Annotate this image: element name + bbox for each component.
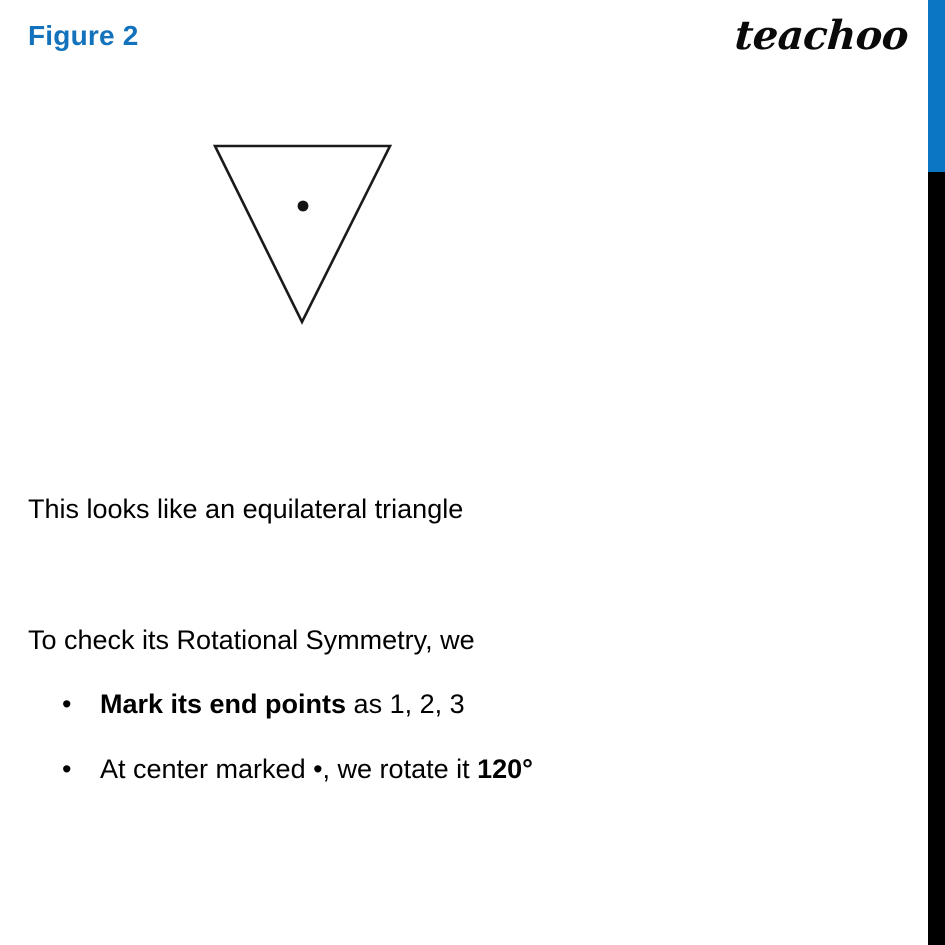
- bullet-2-bold: 120°: [477, 754, 533, 784]
- figure-label: Figure 2: [28, 20, 139, 51]
- bullet-marker-icon: •: [62, 754, 72, 784]
- edge-bar-blue: [928, 0, 945, 172]
- center-point-dot: [298, 201, 309, 212]
- list-item: [62, 688, 465, 720]
- bullet-1-text: [100, 688, 465, 720]
- triangle-outline: [215, 146, 390, 322]
- observation-text: This looks like an equilateral triangle: [28, 494, 464, 524]
- bullet-1-bold: Mark its end points: [100, 689, 347, 719]
- instruction-text: To check its Rotational Symmetry, we: [28, 625, 475, 655]
- bullet-marker-icon: •: [62, 689, 72, 719]
- bullet-2-lead: At center marked •, we rotate it: [100, 754, 478, 784]
- triangle-figure: [190, 125, 420, 345]
- bullet-2-text: [100, 753, 533, 785]
- teachoo-logo: teachoo: [733, 12, 910, 59]
- triangle-svg: [190, 125, 420, 345]
- bullet-1-rest: as 1, 2, 3: [346, 689, 465, 719]
- edge-bar-black: [928, 172, 945, 945]
- list-item: [62, 753, 533, 785]
